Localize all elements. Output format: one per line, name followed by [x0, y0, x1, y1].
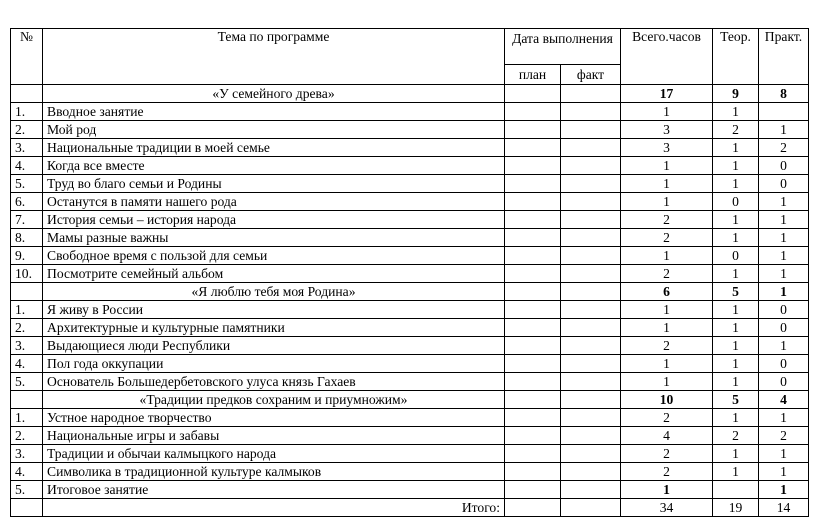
fact-cell [561, 139, 621, 157]
table-row [11, 247, 809, 265]
fact-cell [561, 157, 621, 175]
table-row [11, 427, 809, 445]
row-number: 4. [11, 157, 43, 175]
plan-cell [505, 355, 561, 373]
row-theory: 1 [713, 409, 759, 427]
row-number: 7. [11, 211, 43, 229]
row-practice: 2 [759, 427, 809, 445]
row-number: 1. [11, 301, 43, 319]
section-practice: 1 [759, 283, 809, 301]
row-number: 4. [11, 463, 43, 481]
fact-cell [561, 85, 621, 103]
header-number: № [11, 29, 43, 85]
row-total: 1 [621, 301, 713, 319]
section-theory: 5 [713, 391, 759, 409]
row-total: 1 [621, 355, 713, 373]
row-practice [759, 103, 809, 121]
plan-cell [505, 463, 561, 481]
row-topic: Посмотрите семейный альбом [43, 265, 505, 283]
table-row [11, 121, 809, 139]
table-row [11, 175, 809, 193]
row-theory: 1 [713, 445, 759, 463]
total-hours: 34 [621, 499, 713, 517]
row-topic: Вводное занятие [43, 103, 505, 121]
row-theory: 2 [713, 121, 759, 139]
plan-cell [505, 265, 561, 283]
row-topic: Свободное время с пользой для семьи [43, 247, 505, 265]
row-theory [713, 481, 759, 499]
section-title: «Я люблю тебя моя Родина» [43, 283, 505, 301]
row-topic: Мой род [43, 121, 505, 139]
section-total: 6 [621, 283, 713, 301]
row-practice: 1 [759, 247, 809, 265]
plan-cell [505, 391, 561, 409]
section-row [11, 85, 809, 103]
row-topic: Устное народное творчество [43, 409, 505, 427]
section-number [11, 283, 43, 301]
fact-cell [561, 301, 621, 319]
row-practice: 1 [759, 445, 809, 463]
table-row [11, 463, 809, 481]
table-row [11, 211, 809, 229]
row-practice: 2 [759, 139, 809, 157]
fact-cell [561, 121, 621, 139]
plan-cell [505, 319, 561, 337]
row-total: 1 [621, 103, 713, 121]
plan-cell [505, 247, 561, 265]
section-theory: 9 [713, 85, 759, 103]
row-number: 2. [11, 427, 43, 445]
total-row [11, 499, 809, 517]
plan-cell [505, 121, 561, 139]
row-total: 1 [621, 373, 713, 391]
row-topic: Выдающиеся люди Республики [43, 337, 505, 355]
fact-cell [561, 265, 621, 283]
row-total: 3 [621, 121, 713, 139]
fact-cell [561, 391, 621, 409]
header-plan: план [505, 65, 561, 85]
section-title: «Традиции предков сохраним и приумножим» [43, 391, 505, 409]
row-total: 2 [621, 463, 713, 481]
table-row [11, 157, 809, 175]
row-total: 2 [621, 229, 713, 247]
fact-cell [561, 193, 621, 211]
fact-cell [561, 103, 621, 121]
plan-cell [505, 409, 561, 427]
row-number: 6. [11, 193, 43, 211]
row-number: 5. [11, 481, 43, 499]
row-theory: 1 [713, 265, 759, 283]
table-row [11, 355, 809, 373]
row-theory: 1 [713, 175, 759, 193]
section-practice: 4 [759, 391, 809, 409]
fact-cell [561, 337, 621, 355]
row-theory: 1 [713, 373, 759, 391]
row-topic: Национальные игры и забавы [43, 427, 505, 445]
row-topic: Останутся в памяти нашего рода [43, 193, 505, 211]
row-topic: Мамы разные важны [43, 229, 505, 247]
plan-cell [505, 445, 561, 463]
row-total: 1 [621, 319, 713, 337]
plan-cell [505, 103, 561, 121]
row-theory: 1 [713, 319, 759, 337]
row-theory: 0 [713, 247, 759, 265]
row-number: 3. [11, 139, 43, 157]
row-theory: 1 [713, 337, 759, 355]
plan-cell [505, 229, 561, 247]
row-topic: История семьи – история народа [43, 211, 505, 229]
row-total: 1 [621, 481, 713, 499]
row-theory: 1 [713, 103, 759, 121]
row-practice: 0 [759, 175, 809, 193]
fact-cell [561, 463, 621, 481]
row-topic: Национальные традиции в моей семье [43, 139, 505, 157]
section-number [11, 85, 43, 103]
row-practice: 1 [759, 337, 809, 355]
row-number: 5. [11, 175, 43, 193]
plan-cell [505, 283, 561, 301]
row-total: 3 [621, 139, 713, 157]
row-practice: 1 [759, 211, 809, 229]
header-fact: факт [561, 65, 621, 85]
row-theory: 1 [713, 139, 759, 157]
table-row [11, 409, 809, 427]
row-total: 1 [621, 175, 713, 193]
table-row [11, 229, 809, 247]
row-practice: 0 [759, 301, 809, 319]
plan-cell [505, 301, 561, 319]
row-number: 5. [11, 373, 43, 391]
table-row [11, 193, 809, 211]
row-topic: Символика в традиционной культуре калмыков [43, 463, 505, 481]
header-date: Дата выполнения [505, 29, 621, 65]
section-row [11, 283, 809, 301]
row-theory: 0 [713, 193, 759, 211]
fact-cell [561, 481, 621, 499]
row-practice: 1 [759, 229, 809, 247]
row-number: 2. [11, 121, 43, 139]
row-practice: 1 [759, 121, 809, 139]
header-total-hours: Всего.часов [621, 29, 713, 85]
plan-cell [505, 157, 561, 175]
row-topic: Основатель Большедербетовского улуса князь Гахаев [43, 373, 505, 391]
fact-cell [561, 211, 621, 229]
total-theory: 19 [713, 499, 759, 517]
row-practice: 0 [759, 319, 809, 337]
row-total: 1 [621, 193, 713, 211]
section-number [11, 391, 43, 409]
plan-cell [505, 139, 561, 157]
row-number: 10. [11, 265, 43, 283]
row-theory: 2 [713, 427, 759, 445]
row-number: 1. [11, 409, 43, 427]
row-total: 1 [621, 247, 713, 265]
section-total: 17 [621, 85, 713, 103]
table-row [11, 373, 809, 391]
row-practice: 1 [759, 265, 809, 283]
row-number: 3. [11, 337, 43, 355]
section-row [11, 391, 809, 409]
row-number: 1. [11, 103, 43, 121]
row-number: 3. [11, 445, 43, 463]
fact-cell [561, 355, 621, 373]
plan-cell [505, 85, 561, 103]
plan-cell [505, 175, 561, 193]
table-row [11, 445, 809, 463]
plan-cell [505, 481, 561, 499]
row-theory: 1 [713, 229, 759, 247]
table-row [11, 319, 809, 337]
row-number: 9. [11, 247, 43, 265]
row-practice: 0 [759, 157, 809, 175]
plan-cell [505, 211, 561, 229]
total-practice: 14 [759, 499, 809, 517]
row-topic: Я живу в России [43, 301, 505, 319]
row-topic: Труд во благо семьи и Родины [43, 175, 505, 193]
plan-cell [505, 193, 561, 211]
row-number: 2. [11, 319, 43, 337]
table-body [11, 85, 809, 499]
section-title: «У семейного древа» [43, 85, 505, 103]
fact-cell [561, 175, 621, 193]
fact-cell [561, 445, 621, 463]
plan-cell [505, 427, 561, 445]
row-total: 2 [621, 265, 713, 283]
row-topic: Пол года оккупации [43, 355, 505, 373]
curriculum-table [10, 28, 809, 517]
row-total: 2 [621, 211, 713, 229]
fact-cell [561, 409, 621, 427]
row-number: 4. [11, 355, 43, 373]
table-row [11, 103, 809, 121]
table-row [11, 265, 809, 283]
row-practice: 1 [759, 409, 809, 427]
total-label: Итого: [43, 499, 505, 517]
table-row [11, 337, 809, 355]
header-theory: Теор. [713, 29, 759, 85]
section-total: 10 [621, 391, 713, 409]
fact-cell [561, 229, 621, 247]
header-practice: Практ. [759, 29, 809, 85]
row-practice: 0 [759, 355, 809, 373]
row-topic: Когда все вместе [43, 157, 505, 175]
row-total: 2 [621, 445, 713, 463]
row-theory: 1 [713, 211, 759, 229]
row-topic: Архитектурные и культурные памятники [43, 319, 505, 337]
row-theory: 1 [713, 301, 759, 319]
row-theory: 1 [713, 463, 759, 481]
row-number: 8. [11, 229, 43, 247]
row-topic: Итоговое занятие [43, 481, 505, 499]
section-practice: 8 [759, 85, 809, 103]
row-practice: 0 [759, 373, 809, 391]
row-total: 2 [621, 409, 713, 427]
fact-cell [561, 427, 621, 445]
row-total: 4 [621, 427, 713, 445]
fact-cell [561, 283, 621, 301]
row-total: 2 [621, 337, 713, 355]
row-total: 1 [621, 157, 713, 175]
table-row [11, 139, 809, 157]
header-topic: Тема по программе [43, 29, 505, 85]
row-practice: 1 [759, 463, 809, 481]
row-theory: 1 [713, 355, 759, 373]
plan-cell [505, 373, 561, 391]
row-theory: 1 [713, 157, 759, 175]
fact-cell [561, 319, 621, 337]
plan-cell [505, 337, 561, 355]
fact-cell [561, 247, 621, 265]
row-topic: Традиции и обычаи калмыцкого народа [43, 445, 505, 463]
table-row [11, 481, 809, 499]
row-practice: 1 [759, 481, 809, 499]
table-row [11, 301, 809, 319]
fact-cell [561, 373, 621, 391]
row-practice: 1 [759, 193, 809, 211]
section-theory: 5 [713, 283, 759, 301]
